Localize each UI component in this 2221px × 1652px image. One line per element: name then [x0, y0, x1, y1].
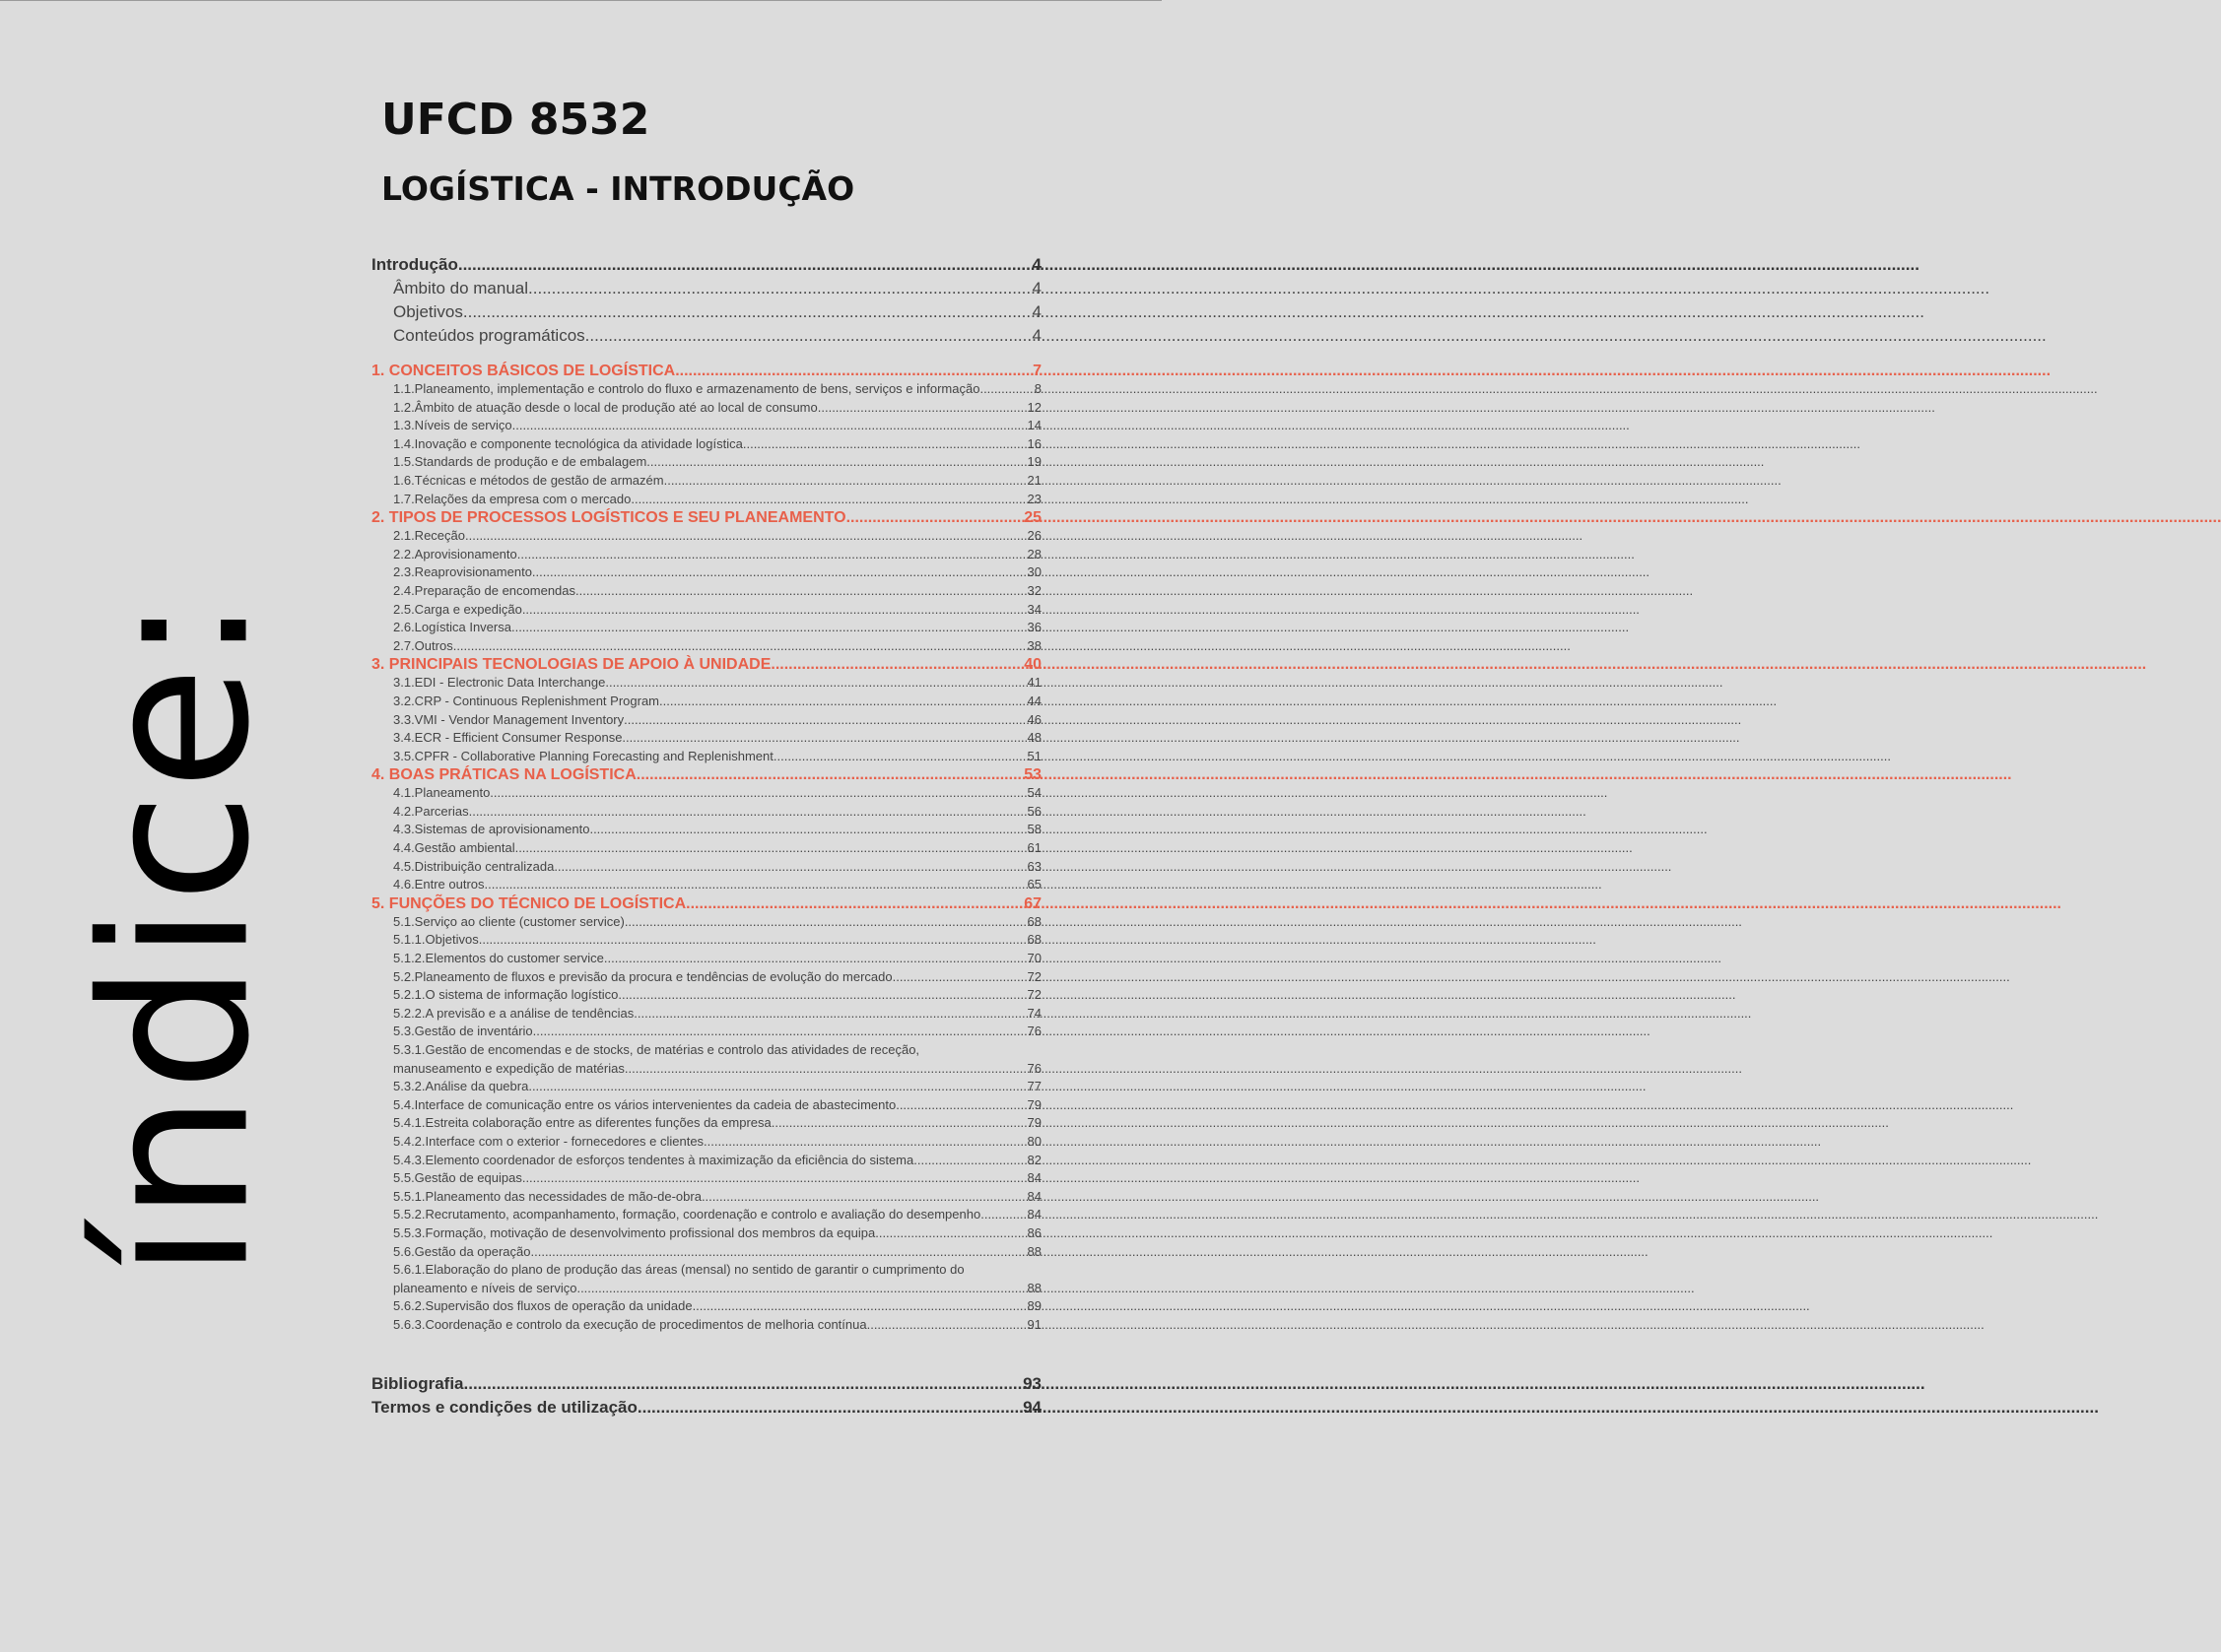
toc-entry-label: 4.5.Distribuição centralizada [393, 858, 555, 874]
toc-subentry[interactable] [371, 1005, 1042, 1024]
toc-entry-label: 5.2.2.A previsão e a análise de tendências [393, 1005, 635, 1021]
toc-entry-label: 1.1.Planeamento, implementação e controlo do fluxo e armazenamento de bens, serviços e informação [393, 381, 980, 396]
toc-entry-label: 5.3.Gestão de inventário [393, 1024, 533, 1039]
table-of-contents [371, 253, 1042, 1420]
toc-entry-label: 3. PRINCIPAIS TECNOLOGIAS DE APOIO À UNIDADE [371, 656, 772, 674]
toc-entry-page: 7 [1033, 363, 1042, 379]
toc-entry-page: 54 [1027, 785, 1042, 801]
toc-subentry[interactable] [371, 1297, 1042, 1316]
toc-leader-dots [465, 527, 1028, 546]
toc-entry-label: 5.1.1.Objetivos [393, 932, 479, 948]
toc-subentry[interactable] [371, 1188, 1042, 1207]
toc-entry-page: 80 [1027, 1133, 1042, 1149]
toc-entry-page: 88 [1027, 1243, 1042, 1259]
toc-leader-dots [625, 913, 1028, 932]
toc-entry-page: 48 [1027, 730, 1042, 746]
toc-entry-page: 12 [1027, 399, 1042, 415]
toc-entry-page: 44 [1027, 693, 1042, 708]
toc-subentry[interactable] [371, 637, 1042, 656]
toc-leader-dots [867, 1316, 1028, 1335]
toc-subentry[interactable] [371, 1206, 1042, 1224]
toc-leader-dots [528, 1078, 1027, 1096]
toc-leader-dots [618, 986, 1027, 1005]
toc-subentry[interactable] [371, 729, 1042, 748]
toc-leader-dots [893, 968, 1028, 987]
toc-entry-page: 68 [1027, 913, 1042, 929]
toc-entry-label: 3.4.ECR - Efficient Consumer Response [393, 730, 623, 746]
toc-leader-dots [625, 1060, 1028, 1079]
toc-entry-label: 2. TIPOS DE PROCESSOS LOGÍSTICOS E SEU PLANEAMENTO [371, 509, 846, 527]
toc-leader-dots [511, 619, 1028, 637]
toc-entry-label: 4.1.Planeamento [393, 785, 491, 801]
toc-leader-dots [693, 1297, 1028, 1316]
toc-leader-dots [979, 380, 1034, 399]
toc-entry-label: 5.6.1.Elaboração do plano de produção das áreas (mensal) no sentido de garantir o cumprimento do [393, 1262, 965, 1278]
toc-leader-dots [659, 693, 1028, 711]
toc-entry-label: 2.2.Aprovisionamento [393, 546, 517, 562]
toc-entry-page: 61 [1027, 840, 1042, 856]
toc-subentry[interactable] [371, 693, 1042, 711]
toc-entry-label: 3.2.CRP - Continuous Replenishment Program [393, 693, 660, 708]
toc-leader-dots [686, 894, 1024, 913]
toc-subentry[interactable] [371, 582, 1042, 601]
toc-subentry[interactable] [371, 748, 1042, 766]
toc-entry-page: 84 [1027, 1207, 1042, 1222]
toc-entry-label: 2.4.Preparação de encomendas [393, 582, 576, 598]
toc-leader-dots [896, 1096, 1027, 1115]
toc-entry-label: 5.4.3.Elemento coordenador de esforços tendentes à maximização da eficiência do sistema [393, 1152, 914, 1167]
toc-subentry[interactable] [371, 784, 1042, 803]
toc-leader-dots [469, 803, 1028, 822]
toc-entry-label: Conteúdos programáticos [393, 326, 585, 345]
toc-subentry[interactable] [371, 968, 1042, 987]
toc-entry-label: 5.5.3.Formação, motivação de desenvolvimento profissional dos membros da equipa [393, 1224, 876, 1240]
toc-entry-page: 8 [1034, 381, 1042, 396]
toc-leader-dots [533, 1023, 1028, 1041]
toc-subentry[interactable] [371, 1243, 1042, 1262]
toc-leader-dots [512, 417, 1028, 435]
toc-leader-dots [631, 491, 1027, 509]
toc-leader-dots [576, 1280, 1027, 1298]
toc-subentry[interactable] [371, 619, 1042, 637]
toc-entry-page: 70 [1027, 951, 1042, 966]
toc-leader-dots [490, 784, 1027, 803]
toc-subentry[interactable] [371, 1023, 1042, 1041]
toc-entry-page: 14 [1027, 418, 1042, 433]
toc-leader-dots [634, 1005, 1027, 1024]
toc-entry-page: 94 [1023, 1397, 1042, 1417]
toc-entry-label: 1.6.Técnicas e métodos de gestão de armazém [393, 472, 664, 488]
toc-chapter-heading[interactable] [371, 508, 1042, 527]
toc-entry-page: 79 [1027, 1096, 1042, 1112]
toc-subentry[interactable] [371, 399, 1042, 418]
toc-entry-page: 88 [1027, 1280, 1042, 1295]
toc-subentry[interactable] [371, 674, 1042, 693]
toc-leader-dots [585, 324, 1033, 348]
toc-entry-label: 3.1.EDI - Electronic Data Interchange [393, 675, 606, 691]
toc-entry-label: 5.3.2.Análise da quebra [393, 1079, 529, 1094]
toc-entry-label: 4. BOAS PRÁTICAS NA LOGÍSTICA [371, 766, 637, 784]
toc-entry-label: 5.1.Serviço ao cliente (customer service) [393, 913, 625, 929]
toc-leader-dots [517, 546, 1028, 564]
toc-entry-label: manuseamento e expedição de matérias [393, 1060, 625, 1076]
toc-entry-page: 25 [1024, 509, 1042, 527]
toc-chapter-heading[interactable] [371, 362, 1042, 380]
toc-entry-label: 5.4.2.Interface com o exterior - fornecedores e clientes [393, 1133, 705, 1149]
toc-entry-label: 1.2.Âmbito de atuação desde o local de produção até ao local de consumo [393, 399, 818, 415]
top-rule [0, 0, 1162, 1]
toc-subentry[interactable] [371, 491, 1042, 509]
toc-entry-page: 84 [1027, 1170, 1042, 1186]
toc-subentry[interactable] [371, 1060, 1042, 1079]
toc-entry-page: 30 [1027, 564, 1042, 580]
toc-entry-page: 38 [1027, 637, 1042, 653]
toc-leader-dots [664, 472, 1028, 491]
toc-leader-dots [522, 601, 1028, 620]
document-title: LOGÍSTICA - INTRODUÇÃO [381, 169, 855, 208]
toc-entry-label: 1. CONCEITOS BÁSICOS DE LOGÍSTICA [371, 363, 676, 379]
toc-subentry[interactable] [371, 1280, 1042, 1298]
toc-leader-dots [624, 711, 1027, 730]
toc-entry-label: Introdução [371, 255, 458, 274]
toc-entry-label: planeamento e níveis de serviço [393, 1280, 577, 1295]
toc-leader-dots [771, 655, 1024, 674]
toc-subentry[interactable] [371, 453, 1042, 472]
toc-entry-label: 2.7.Outros [393, 637, 453, 653]
toc-leader-dots [704, 1133, 1027, 1152]
toc-entry-label: 5.2.1.O sistema de informação logístico [393, 987, 619, 1003]
toc-entry-label: 2.3.Reaprovisionamento [393, 564, 532, 580]
toc-leader-dots [575, 582, 1028, 601]
toc-entry-page: 36 [1027, 620, 1042, 635]
toc-entry-label: 5.3.1.Gestão de encomendas e de stocks, de matérias e controlo das atividades de receção, [393, 1042, 920, 1057]
toc-leader-dots [772, 1114, 1028, 1133]
toc-entry-terms[interactable] [371, 1396, 1042, 1420]
toc-subentry[interactable] [371, 931, 1042, 950]
toc-entry-page: 91 [1027, 1316, 1042, 1332]
toc-entry-label: 5.1.2.Elementos do customer service [393, 951, 604, 966]
toc-entry-page: 51 [1027, 748, 1042, 763]
toc-entry-page: 4 [1032, 279, 1042, 297]
toc-leader-dots [485, 876, 1028, 894]
toc-subentry[interactable] [371, 601, 1042, 620]
toc-entry-bibliography[interactable] [371, 1372, 1042, 1396]
toc-entry-label: 5.4.Interface de comunicação entre os vários intervenientes da cadeia de abastecimento [393, 1096, 897, 1112]
toc-entry-page: 68 [1027, 932, 1042, 948]
toc-subentry[interactable] [371, 546, 1042, 564]
toc-entry-label: 5.5.Gestão de equipas [393, 1170, 522, 1186]
toc-leader-dots [605, 674, 1027, 693]
toc-entry-label: 1.5.Standards de produção e de embalagem [393, 454, 647, 470]
toc-leader-dots [528, 277, 1033, 300]
toc-entry-label: 4.6.Entre outros [393, 877, 485, 892]
toc-entry-label: 2.5.Carga e expedição [393, 601, 522, 617]
toc-subentry[interactable] [371, 1169, 1042, 1188]
toc-entry-page: 74 [1027, 1005, 1042, 1021]
toc-subentry[interactable] [371, 711, 1042, 730]
toc-leader-dots [743, 435, 1028, 454]
chapter-list [371, 362, 1042, 1335]
side-title: índice: [59, 594, 295, 1280]
toc-subentry[interactable] [371, 380, 1042, 399]
toc-chapter-heading[interactable] [371, 765, 1042, 784]
toc-subentry[interactable] [371, 858, 1042, 877]
toc-entry-label: 1.7.Relações da empresa com o mercado [393, 491, 632, 506]
toc-entry-page: 93 [1023, 1373, 1042, 1393]
toc-leader-dots [702, 1188, 1028, 1207]
toc-leader-dots [453, 637, 1028, 656]
toc-entry-page: 58 [1027, 822, 1042, 837]
toc-subentry[interactable] [371, 435, 1042, 454]
toc-subentry[interactable] [371, 1261, 1042, 1280]
toc-entry-label: 3.5.CPFR - Collaborative Planning Forecasting and Replenishment [393, 748, 774, 763]
toc-entry-label: 3.3.VMI - Vendor Management Inventory [393, 711, 625, 727]
toc-entry-page: 77 [1027, 1079, 1042, 1094]
toc-entry-page: 4 [1032, 302, 1042, 321]
toc-leader-dots [818, 399, 1028, 418]
toc-entry-label: 5.5.2.Recrutamento, acompanhamento, formação, coordenação e controlo e avaliação do desempenho [393, 1207, 981, 1222]
toc-leader-dots [515, 839, 1028, 858]
toc-subentry[interactable] [371, 417, 1042, 435]
toc-entry-label: 5. FUNÇÕES DO TÉCNICO DE LOGÍSTICA [371, 894, 687, 912]
section-spacer [371, 1335, 1042, 1372]
toc-entry-label: 4.4.Gestão ambiental [393, 840, 515, 856]
toc-entry-page: 79 [1027, 1115, 1042, 1131]
document-code: UFCD 8532 [381, 95, 650, 145]
toc-subentry[interactable] [371, 1078, 1042, 1096]
section-spacer [371, 348, 1042, 362]
toc-subentry[interactable] [371, 1114, 1042, 1133]
toc-entry-label: 5.6.3.Coordenação e controlo da execução de procedimentos de melhoria contínua [393, 1316, 867, 1332]
toc-subentry[interactable] [371, 913, 1042, 932]
toc-leader-dots [522, 1169, 1028, 1188]
toc-entry-label: Termos e condições de utilização [371, 1397, 638, 1417]
toc-entry-page: 26 [1027, 528, 1042, 544]
toc-entry-page: 19 [1027, 454, 1042, 470]
toc-entry-page: 28 [1027, 546, 1042, 562]
toc-leader-dots [637, 765, 1024, 784]
toc-entry-label: Objetivos [393, 302, 463, 321]
toc-entry-page: 82 [1027, 1152, 1042, 1167]
toc-entry-page: 86 [1027, 1224, 1042, 1240]
toc-entry-page: 72 [1027, 968, 1042, 984]
toc-subentry[interactable] [371, 803, 1042, 822]
toc-leader-dots [463, 300, 1033, 324]
toc-chapter-heading[interactable] [371, 894, 1042, 913]
toc-entry-page: 76 [1027, 1060, 1042, 1076]
toc-entry-label: 1.4.Inovação e componente tecnológica da atividade logística [393, 435, 743, 451]
toc-entry-page: 72 [1027, 987, 1042, 1003]
toc-entry-page: 41 [1027, 675, 1042, 691]
toc-subentry[interactable] [371, 876, 1042, 894]
toc-entry-label: 5.6.2.Supervisão dos fluxos de operação da unidade [393, 1298, 693, 1314]
toc-leader-dots [646, 453, 1027, 472]
toc-subentry[interactable] [371, 1224, 1042, 1243]
toc-leader-dots [464, 1372, 1024, 1396]
toc-leader-dots [846, 508, 1025, 527]
toc-entry-label: 5.6.Gestão da operação [393, 1243, 531, 1259]
toc-entry-label: 1.3.Níveis de serviço [393, 418, 512, 433]
toc-entry-page: 23 [1027, 491, 1042, 506]
toc-subentry[interactable] [371, 839, 1042, 858]
toc-subentry[interactable] [371, 986, 1042, 1005]
toc-leader-dots [458, 253, 1033, 277]
toc-subentry[interactable] [371, 563, 1042, 582]
toc-entry-page: 84 [1027, 1188, 1042, 1204]
toc-leader-dots [532, 563, 1028, 582]
toc-entry-page: 76 [1027, 1024, 1042, 1039]
toc-leader-dots [774, 748, 1028, 766]
toc-entry-page: 46 [1027, 711, 1042, 727]
toc-leader-dots [554, 858, 1027, 877]
toc-subentry[interactable] [371, 1316, 1042, 1335]
toc-entry-page: 63 [1027, 858, 1042, 874]
toc-leader-dots [980, 1206, 1027, 1224]
toc-entry-label: 5.4.1.Estreita colaboração entre as diferentes funções da empresa [393, 1115, 772, 1131]
toc-subentry[interactable] [371, 950, 1042, 968]
toc-leader-dots [531, 1243, 1028, 1262]
toc-entry-label: 2.6.Logística Inversa [393, 620, 511, 635]
toc-leader-dots [604, 950, 1028, 968]
toc-entry-page: 4 [1032, 326, 1042, 345]
toc-entry-label: Bibliografia [371, 1373, 464, 1393]
toc-entry-contents[interactable] [371, 324, 1042, 348]
toc-entry-page: 40 [1024, 656, 1042, 674]
toc-entry-label: 4.3.Sistemas de aprovisionamento [393, 822, 590, 837]
toc-subentry[interactable] [371, 472, 1042, 491]
toc-subentry[interactable] [371, 1133, 1042, 1152]
toc-leader-dots [622, 729, 1027, 748]
toc-entry-page: 32 [1027, 582, 1042, 598]
toc-leader-dots [875, 1224, 1027, 1243]
toc-entry-page: 65 [1027, 877, 1042, 892]
toc-entry-page: 53 [1024, 766, 1042, 784]
toc-leader-dots [913, 1152, 1027, 1170]
toc-entry-label: 5.5.1.Planeamento das necessidades de mão-de-obra [393, 1188, 702, 1204]
toc-chapter-heading[interactable] [371, 655, 1042, 674]
toc-entry-page: 56 [1027, 803, 1042, 819]
toc-subentry[interactable] [371, 1152, 1042, 1170]
toc-leader-dots [589, 821, 1027, 839]
toc-entry-objectives[interactable] [371, 300, 1042, 324]
toc-entry-page: 16 [1027, 435, 1042, 451]
toc-entry-page: 89 [1027, 1298, 1042, 1314]
toc-entry-scope[interactable] [371, 277, 1042, 300]
toc-leader-dots [675, 362, 1033, 380]
toc-leader-dots [638, 1396, 1023, 1420]
toc-entry-label: 5.2.Planeamento de fluxos e previsão da procura e tendências de evolução do mercado [393, 968, 893, 984]
toc-entry-page: 67 [1024, 894, 1042, 912]
toc-entry-label: Âmbito do manual [393, 279, 529, 297]
toc-leader-dots [479, 931, 1028, 950]
toc-entry-page: 21 [1027, 472, 1042, 488]
toc-entry-page: 4 [1032, 255, 1042, 274]
toc-subentry[interactable] [371, 1041, 1042, 1060]
toc-subentry[interactable] [371, 527, 1042, 546]
toc-entry-page: 34 [1027, 601, 1042, 617]
toc-entry-introduction[interactable] [371, 253, 1042, 277]
toc-entry-label: 4.2.Parcerias [393, 803, 469, 819]
toc-subentry[interactable] [371, 821, 1042, 839]
toc-entry-label: 2.1.Receção [393, 528, 465, 544]
toc-subentry[interactable] [371, 1096, 1042, 1115]
